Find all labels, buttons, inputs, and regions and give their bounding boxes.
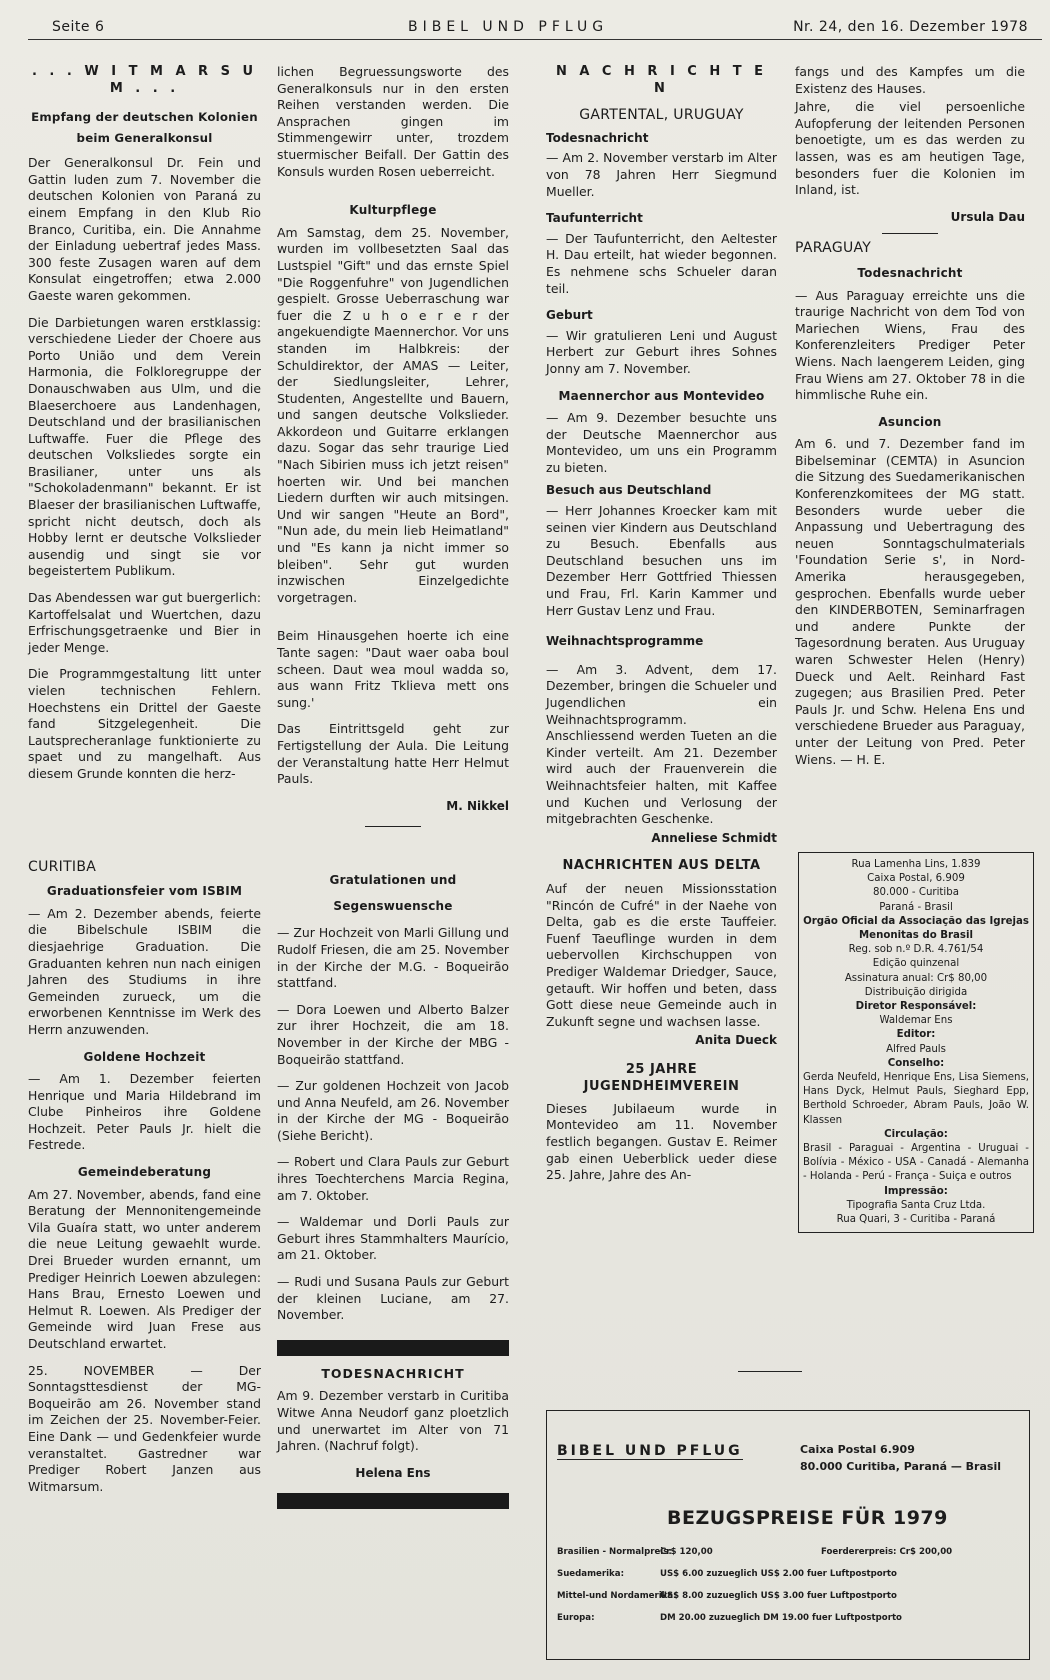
subscription-title: BIBEL UND PFLUG bbox=[557, 1443, 743, 1459]
imprint-label: Diretor Responsável: bbox=[855, 1001, 977, 1013]
article-heading: Gratulationen und Segenswuensche bbox=[329, 873, 457, 914]
black-bar bbox=[277, 1493, 509, 1509]
article-paragraph: Das Eintrittsgeld geht zur Fertigstellung der Aula. Die Leitung der Veranstaltung hatte Herr Helmut Pauls. bbox=[277, 721, 509, 787]
article-paragraph: — Am 9. Dezember besuchte uns der Deutsche Maennerchor aus Montevideo, um uns ein Programm zu bieten. bbox=[546, 410, 777, 475]
imprint-label: Editor: bbox=[896, 1029, 936, 1041]
article-heading: Besuch aus Deutschland bbox=[546, 483, 712, 498]
article-paragraph: — Wir gratulieren Leni und August Herbert zur Geburt ihres Sohnes Jonny am 7. November. bbox=[546, 327, 777, 376]
article-paragraph: — Herr Johannes Kroecker kam mit seinen vier Kindern aus Deutschland zu Besuch. Ebenfalls aus Deutschland besuchen uns im Dezember Herr Gottfried Thiessen und Frau, Frl. Karin Kammer und Herr Gustav Lenz und Frau. bbox=[546, 503, 777, 618]
article-paragraph: — Am 2. November verstarb im Alter von 78 Jahren Herr Siegmund Mueller. bbox=[546, 150, 777, 199]
price-value: Foerdererpreis: Cr$ 200,00 bbox=[821, 1547, 953, 1557]
newspaper-title: BIBEL UND PFLUG bbox=[408, 19, 609, 35]
column-4 bbox=[795, 64, 1025, 778]
article-paragraph: — Aus Paraguay erreichte uns die traurige Nachricht von dem Tod von Mariechen Wiens, Frau des Konferenzleiters Prediger Peter Wiens. Nach laengerem Leiden, ging Frau Wiens am 27. Oktober 78 in die himmlische Ruhe ein. bbox=[795, 287, 1025, 403]
article-paragraph: Am 27. November, abends, fand eine Beratung der Mennonitengemeinde Vila Guaíra statt, wo unter anderem die neue Leitung gewaehlt wurde. Drei Brueder wurden ernannt, um Prediger Heinrich Loewen abzulegen: Hans Brau, Ernesto Loewen und Helmut R. Loewen. Als Prediger der Gemeinde wird Juan Frese aus Deutschland erwartet. bbox=[28, 1186, 261, 1351]
article-heading: Goldene Hochzeit bbox=[83, 1049, 206, 1064]
article-heading: Geburt bbox=[546, 308, 593, 323]
subscription-address: 80.000 Curitiba, Paraná — Brasil bbox=[800, 1460, 1001, 1473]
imprint-box bbox=[798, 852, 1034, 1233]
place-heading: PARAGUAY bbox=[795, 240, 872, 257]
price-row bbox=[557, 1569, 897, 1579]
author-signature: M. Nikkel bbox=[446, 798, 509, 813]
article-paragraph: — Rudi und Susana Pauls zur Geburt der kleinen Luciane, am 27. November. bbox=[277, 1274, 509, 1323]
article-heading: Gemeindeberatung bbox=[77, 1165, 212, 1180]
article-paragraph: — Am 2. Dezember abends, feierte die Bibelschule ISBIM die diesjaehrige Graduation. Die Graduanten kehren nun nach einigen Jahren des Studiums in ihre Gemeinden zurueck, um die erworbenen Kenntnisse im Werk des Herrn anzuwenden. bbox=[28, 905, 261, 1037]
issue-date: Nr. 24, den 16. Dezember 1978 bbox=[793, 19, 1028, 35]
imprint-line: Gerda Neufeld, Henrique Ens, Lisa Siemens, Hans Dyck, Helmut Pauls, Sieghard Epp, Berthold Schroeder, Abram Pauls, João W. Klassen bbox=[803, 1072, 1029, 1126]
separator bbox=[738, 1371, 802, 1372]
imprint-line: Distribuição dirigida bbox=[864, 986, 968, 998]
article-paragraph: Beim Hinausgehen hoerte ich eine Tante sagen: "Daut waer oaba boul scheen. Daut wea moul wadda so, aus wann Fritz Tklieva mett ons sung.' bbox=[277, 628, 509, 710]
article-paragraph: — Robert und Clara Pauls zur Geburt ihres Toechterchens Marcia Regina, am 7. Oktober. bbox=[277, 1154, 509, 1203]
article-paragraph: Am 9. Dezember verstarb in Curitiba Witwe Anna Neudorf ganz ploetzlich und unerwartet im Alter von 71 Jahren. (Nachruf folgt). bbox=[277, 1388, 509, 1454]
article-paragraph: Jahre, die viel persoenliche Aufopferung der leitenden Personen benoetigte, um es das werden zu lassen, was es am heutigen Tage, besonders fuer die Kolonien im Inland, ist. bbox=[795, 99, 1025, 198]
imprint-line: Reg. sob n.º D.R. 4.761/54 bbox=[848, 944, 984, 956]
column-3 bbox=[546, 64, 777, 1194]
imprint-line: Orgão Oficial da Associação das Igrejas Menonitas do Brasil bbox=[803, 915, 1029, 942]
article-paragraph: Die Programmgestaltung litt unter vielen technischen Fehlern. Hoechstens ein Drittel der Gaeste fand Sitzgelegenheit. Die Lautsprecheranlage funktionierte zu spaet und zu mangelhaft. Aus diesem Grunde konnten die herz- bbox=[28, 666, 261, 781]
article-heading: Maennerchor aus Montevideo bbox=[558, 388, 765, 403]
header-rule bbox=[28, 39, 1042, 40]
separator bbox=[365, 826, 421, 827]
price-row bbox=[557, 1591, 897, 1601]
article-heading: TODESNACHRICHT bbox=[321, 1365, 465, 1381]
author-signature: Helena Ens bbox=[355, 1465, 431, 1480]
article-heading: Todesnachricht bbox=[857, 265, 963, 280]
author-signature: Ursula Dau bbox=[950, 209, 1025, 224]
article-heading: 25 JAHRE JUGENDHEIMVEREIN bbox=[583, 1061, 740, 1094]
imprint-line: Waldemar Ens bbox=[879, 1015, 953, 1027]
imprint-line: 80.000 - Curitiba bbox=[873, 887, 959, 899]
article-paragraph: lichen Begruessungsworte des Generalkonsuls nur in den ersten Reihen verstanden werden. Die Ansprachen gingen im Stimmengewirr unter, trozdem stuermischer Beifall. Der Gattin des Konsuls wurden Rosen ueberreicht. bbox=[277, 64, 509, 179]
imprint-line: Assinatura anual: Cr$ 80,00 bbox=[844, 972, 988, 984]
imprint-line: Alfred Pauls bbox=[886, 1043, 946, 1055]
price-row bbox=[557, 1613, 902, 1623]
news-kicker: N A C H R I C H T E N bbox=[555, 64, 768, 96]
article-paragraph: Am 6. und 7. Dezember fand im Bibelseminar (CEMTA) in Asuncion die Sitzung des Suedamerikanischen Konferenzkomitees der MG statt. Besonders wurde ueber die Anpassung und Uebertragung des neuen Sonntagschulmaterials 'Foundation Serie s', in Nord-Amerika herausgegeben, gesprochen. Ebenfalls wurde ueber den KINDERBOTEN, Seminarfragen und andere Punkte der Tagesordnung beraten. Aus Uruguay waren Schwester Helen (Henry) Dueck und Aelt. Reinhard Fast zugegen; aus Brasilien Pred. Peter Pauls Jr. und Schw. Helena Ens und verschiedene Brueder aus Paraguay, unter der Leitung von Pred. Peter Wiens. — H. E. bbox=[795, 436, 1025, 767]
prices-heading: BEZUGSPREISE FÜR 1979 bbox=[667, 1507, 948, 1529]
article-heading: Kulturpflege bbox=[349, 203, 437, 218]
article-paragraph: — Zur goldenen Hochzeit von Jacob und Anna Neufeld, am 26. November in der Kirche der MG - Boqueirão (Siehe Bericht). bbox=[277, 1078, 509, 1143]
article-paragraph: — Waldemar und Dorli Pauls zur Geburt ihres Stammhalters Maurício, am 21. Oktober. bbox=[277, 1214, 509, 1263]
article-heading: Todesnachricht bbox=[546, 130, 649, 145]
separator bbox=[882, 233, 938, 234]
article-paragraph: Die Darbietungen waren erstklassig: verschiedene Lieder der Choere aus Porto União und dem Verein Harmonia, die Folkloregruppe der Donauschwaben aus Ulm, und die Blaeserchoere aus Landenhagen, Deutschland und der brasilianischen Luftwaffe. Fuer die Pflege des deutschen Volksliedes sorgte ein Brasilianer, unter uns als "Schokoladenmann" bekannt. Er ist Blaeser der brasilianischen Luftwaffe, spricht nicht deutsch, doch als Hobby lernt er deutsche Volkslieder ausendig und singt sie vor begeistertem Publikum. bbox=[28, 314, 261, 579]
article-heading: NACHRICHTEN AUS DELTA bbox=[562, 858, 761, 874]
article-paragraph: — Am 3. Advent, dem 17. Dezember, bringen die Schueler und Jugendlichen ein Weihnachtsprogramm. Anschliessend werden Tueten an die Kinder verteilt. Am 21. Dezember wird auch der Frauenverein die Weihnachtsfeier halten, mit Kaffee und Kuchen und Verlosung der mitgebrachten Geschenke. bbox=[546, 661, 777, 827]
price-value: Cr$ 120,00 bbox=[660, 1547, 713, 1557]
article-paragraph: Auf der neuen Missionsstation "Rincón de Cufré" in der Naehe von Delta, gab es die erste Tauffeier. Fuenf Taeuflinge wurden in dem uebervollen Kirchschuppen von Prediger Waldemar Driedger, Sauce, getauft. Wir hoffen und beten, dass Gott diese neue Gemeinde auch in Zukunft segne und wachsen lasse. bbox=[546, 880, 777, 1029]
imprint-line: Caixa Postal, 6.909 bbox=[867, 873, 965, 885]
place-heading: GARTENTAL, URUGUAY bbox=[579, 107, 744, 124]
article-heading: Taufunterricht bbox=[546, 211, 643, 226]
article-heading: Empfang der deutschen Kolonien beim Generalkonsul bbox=[31, 110, 258, 146]
article-paragraph: Dieses Jubilaeum wurde in Montevideo am 11. November festlich begangen. Gustav E. Reimer gab einen Ueberblick ueder diese 25. Jahre, Jahre des An- bbox=[546, 1100, 777, 1183]
article-paragraph: fangs und des Kampfes um die Existenz des Hauses. bbox=[795, 64, 1025, 96]
imprint-line: Edição quinzenal bbox=[872, 958, 960, 970]
article-paragraph: — Dora Loewen und Alberto Balzer zur ihrer Hochzeit, die am 18. November in der Kirche der MBG - Boqueirão stattfand. bbox=[277, 1001, 509, 1067]
article-paragraph: 25. NOVEMBER — Der Sonntagsttesdienst der MG-Boqueirão am 26. November stand im Zeichen der 25. November-Feier. Eine Dank — und Gedenkfeier wurde veranstaltet. Gastredner war Prediger Robert Janzen aus Witmarsum. bbox=[28, 1362, 261, 1494]
article-paragraph: Das Abendessen war gut buergerlich: Kartoffelsalat und Wuertchen, dazu Erfrischungsgetraenke und Bier in jeder Menge. bbox=[28, 590, 261, 655]
column-1 bbox=[28, 64, 261, 1505]
article-paragraph: — Zur Hochzeit von Marli Gillung und Rudolf Friesen, die am 25. November in der Kirche der M.G. - Boqueirão stattfand. bbox=[277, 925, 509, 991]
article-paragraph: Am Samstag, dem 25. November, wurden im vollbesetzten Saal das Lustspiel "Gift" und das ernste Spiel "Die Roggenfuhre" von Jugendlichen gespielt. Grosse Ueberraschung war fuer die Z u h o e r e r der angekuendigte Maennerchor. Vor uns standen im Halbkreis: der Schuldirektor, der AMAS — Leiter, der Siedlungsleiter, Lehrer, Studenten, Angestellte und Bauern, und sangen deutsche Volkslieder. Akkordeon und Guitarre erklangen dazu. Sogar das sehr traurige Lied "Nach Sibirien muss ich jetzt reisen" hoerten wir. Und bei manchen Liedern durften wir auch mitsingen. Und wir sangen "Heute an Bord", "Nun ade, du mein lieb Heimatland" und "Es kann ja nicht immer so bleiben". Sehr gut wurden inzwischen Einzelgedichte vorgetragen. bbox=[277, 224, 509, 605]
imprint-line: Paraná - Brasil bbox=[879, 901, 953, 913]
article-paragraph: — Am 1. Dezember feierten Henrique und Maria Hildebrand im Clube Pinheiros ihre Goldene Hochzeit. Peter Pauls Jr. hielt die Festrede. bbox=[28, 1071, 261, 1153]
subscription-address: Caixa Postal 6.909 bbox=[800, 1443, 915, 1456]
imprint-line: Rua Quari, 3 - Curitiba - Paraná bbox=[836, 1214, 996, 1226]
price-row bbox=[557, 1547, 952, 1557]
imprint-label: Impressão: bbox=[884, 1185, 948, 1197]
price-value: US$ 6.00 zuzueglich US$ 2.00 fuer Luftpostporto bbox=[660, 1569, 897, 1579]
witmarsum-kicker: . . . W I T M A R S U M . . . bbox=[31, 64, 258, 96]
article-heading: Asuncion bbox=[878, 414, 942, 429]
imprint-label: Conselho: bbox=[887, 1057, 945, 1069]
imprint-label: Circulação: bbox=[884, 1128, 948, 1140]
subscription-box bbox=[546, 1410, 1030, 1660]
price-value: DM 20.00 zuzueglich DM 19.00 fuer Luftpostporto bbox=[660, 1613, 902, 1623]
imprint-line: Tipografia Santa Cruz Ltda. bbox=[846, 1199, 986, 1211]
imprint-line: Brasil - Paraguai - Argentina - Uruguai - Bolívia - México - USA - Canadá - Alemanha - Holanda - Perú - França - Suiça e outros bbox=[803, 1143, 1029, 1183]
article-paragraph: — Der Taufunterricht, den Aeltester H. Dau erteilt, hat wieder begonnen. Es nehmene schs Schueler daran teil. bbox=[546, 230, 777, 296]
price-region: Brasilien - Normalpreis: bbox=[557, 1547, 672, 1557]
price-region: Suedamerika: bbox=[557, 1569, 625, 1579]
place-heading: CURITIBA bbox=[28, 858, 97, 875]
price-region: Mittel-und Nordamerika: bbox=[557, 1591, 677, 1601]
column-2 bbox=[277, 64, 509, 1519]
price-region: Europa: bbox=[557, 1613, 595, 1623]
article-paragraph: Der Generalkonsul Dr. Fein und Gattin luden zum 7. November die deutschen Kolonien von Paraná zu einem Empfang in den Klub Rio Branco, Curitiba, ein. Die Annahme der Einladung uebertraf jedes Mass. 300 feste Zusagen waren auf dem Konsulat eingetroffen; etwa 2.000 Gaeste waren gekommen. bbox=[28, 155, 261, 303]
price-value: US$ 8.00 zuzueglich US$ 3.00 fuer Luftpostporto bbox=[660, 1591, 897, 1601]
article-heading: Graduationsfeier vom ISBIM bbox=[46, 884, 243, 899]
author-signature: Anita Dueck bbox=[695, 1033, 777, 1048]
author-signature: Anneliese Schmidt bbox=[651, 830, 777, 845]
black-bar bbox=[277, 1340, 509, 1356]
page-number: Seite 6 bbox=[52, 19, 105, 35]
article-heading: Weihnachtsprogramme bbox=[546, 634, 704, 649]
imprint-line: Rua Lamenha Lins, 1.839 bbox=[851, 859, 981, 870]
